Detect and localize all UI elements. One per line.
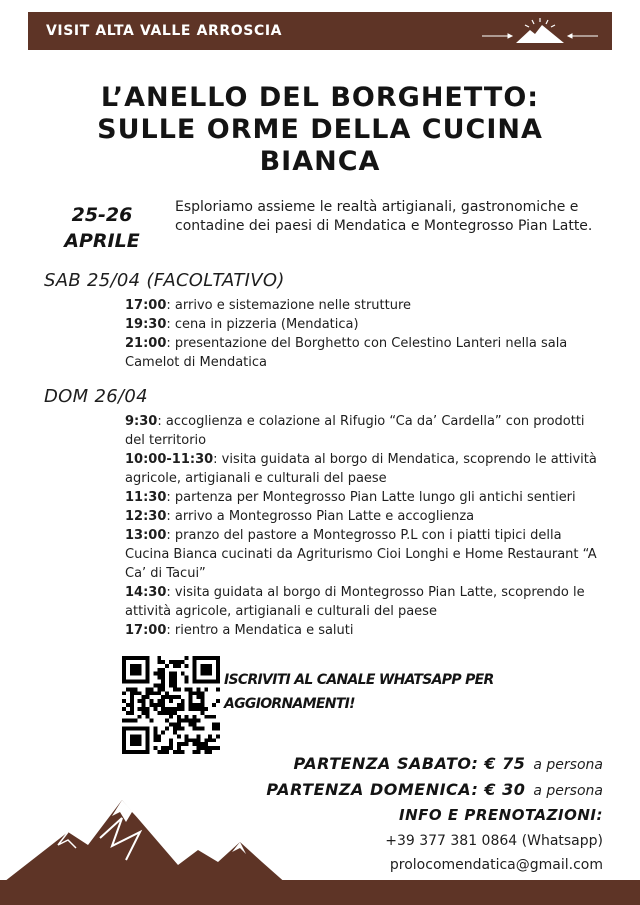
schedule-time: 17:00	[125, 298, 167, 313]
schedule-item	[125, 450, 605, 488]
schedule-time: 12:30	[125, 509, 167, 524]
schedule-item	[125, 526, 605, 583]
info-heading: INFO E PRENOTAZIONI:	[399, 806, 603, 824]
mountain-illustration	[0, 790, 300, 885]
email-address[interactable]: prolocomendatica@gmail.com	[389, 857, 603, 873]
schedule-item	[125, 296, 605, 315]
schedule-time: 21:00	[125, 336, 167, 351]
schedule-item	[125, 412, 605, 450]
phone-number[interactable]: +39 377 381 0864 (Whatsapp)	[385, 833, 603, 849]
schedule-time: 13:00	[125, 528, 167, 543]
schedule-text: : arrivo e sistemazione nelle strutture	[166, 298, 412, 313]
price-unit: a persona	[533, 783, 603, 799]
date-days: 25-26	[71, 204, 133, 226]
header-bar	[28, 12, 612, 50]
title-line: SULLE ORME DELLA CUCINA	[97, 114, 543, 145]
event-date	[54, 202, 150, 254]
brand-title: VISIT ALTA VALLE ARROSCIA	[46, 23, 283, 39]
schedule-saturday	[125, 296, 605, 372]
schedule-time: 14:30	[125, 585, 167, 600]
whatsapp-qr-code[interactable]	[122, 656, 220, 754]
price-unit: a persona	[533, 757, 603, 773]
schedule-item	[125, 583, 605, 621]
schedule-text: : pranzo del pastore a Montegrosso P.L con i piatti tipici della Cucina Bianca cucinati da Agriturismo Cioi Longhi e Home Restaurant “A Ca’ di Tacui”	[125, 528, 597, 581]
schedule-item	[125, 621, 605, 640]
schedule-item	[125, 507, 605, 526]
schedule-text: : cena in pizzeria (Mendatica)	[166, 317, 359, 332]
mountain-logo-icon	[478, 15, 602, 47]
schedule-time: 19:30	[125, 317, 167, 332]
schedule-item	[125, 334, 605, 372]
schedule-text: : accoglienza e colazione al Rifugio “Ca da’ Cardella” con prodotti del territorio	[125, 414, 585, 448]
cta-line: ISCRIVITI AL CANALE WHATSAPP PER	[224, 672, 494, 688]
schedule-time: 11:30	[125, 490, 167, 505]
schedule-text: : rientro a Mendatica e saluti	[166, 623, 354, 638]
schedule-text: : partenza per Montegrosso Pian Latte lungo gli antichi sentieri	[166, 490, 576, 505]
schedule-time: 17:00	[125, 623, 167, 638]
schedule-text: : visita guidata al borgo di Mendatica, scoprendo le attività agricole, artigianali e culturali del paese	[125, 452, 597, 486]
footer-bar	[0, 880, 640, 905]
schedule-item	[125, 488, 605, 507]
page-title	[60, 82, 580, 178]
schedule-sunday	[125, 412, 605, 640]
schedule-time: 10:00-11:30	[125, 452, 214, 467]
schedule-time: 9:30	[125, 414, 158, 429]
day-heading-sunday: DOM 26/04	[44, 386, 148, 407]
schedule-item	[125, 315, 605, 334]
price-label: PARTENZA SABATO: € 75	[293, 754, 526, 773]
schedule-text: : presentazione del Borghetto con Celestino Lanteri nella sala Camelot di Mendatica	[125, 336, 568, 370]
whatsapp-cta	[224, 668, 554, 716]
price-label: PARTENZA DOMENICA: € 30	[266, 780, 526, 799]
date-month: APRILE	[64, 230, 140, 252]
price-sunday	[266, 780, 603, 799]
schedule-text: : visita guidata al borgo di Montegrosso Pian Latte, scoprendo le attività agricole, artigianali e culturali del paese	[125, 585, 585, 619]
day-heading-saturday: SAB 25/04 (FACOLTATIVO)	[44, 270, 285, 291]
title-line: L’ANELLO DEL BORGHETTO:	[100, 82, 540, 113]
price-saturday	[293, 754, 603, 773]
cta-line: AGGIORNAMENTI!	[224, 696, 355, 712]
intro-text: Esploriamo assieme le realtà artigianali, gastronomiche e contadine dei paesi di Mendatica e Montegrosso Pian Latte.	[175, 199, 593, 234]
title-line: BIANCA	[259, 146, 381, 177]
schedule-text: : arrivo a Montegrosso Pian Latte e accoglienza	[166, 509, 475, 524]
